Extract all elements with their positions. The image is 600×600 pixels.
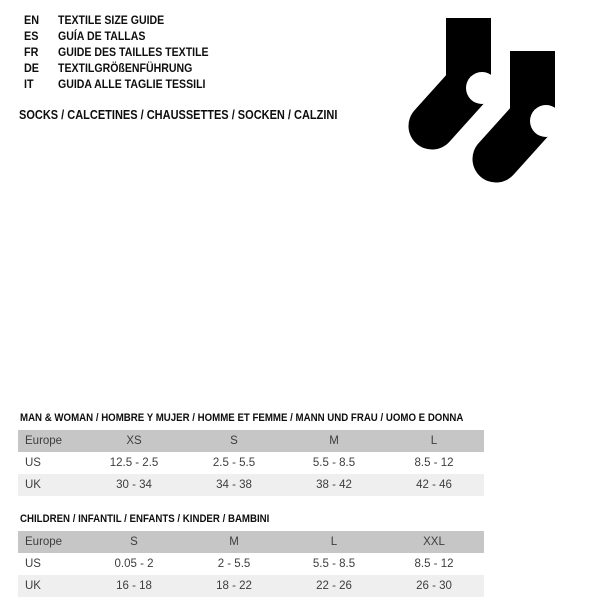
size-value-cell: 12.5 - 2.5 <box>109 457 159 469</box>
language-code: DE <box>24 61 40 75</box>
column-header: M <box>329 435 339 447</box>
table-header-row <box>18 531 484 553</box>
language-code: FR <box>24 45 39 59</box>
size-value-cell: 18 - 22 <box>216 580 252 592</box>
size-value-cell: 5.5 - 8.5 <box>312 457 356 469</box>
column-header: L <box>330 536 338 548</box>
column-header: S <box>230 435 238 447</box>
language-row <box>24 29 229 45</box>
region-cell: UK <box>25 479 41 491</box>
column-header: Europe <box>25 536 63 548</box>
table-header-row <box>18 430 484 452</box>
column-header: M <box>229 536 239 548</box>
region-cell: US <box>25 558 41 570</box>
language-label: GUIDA ALLE TAGLIE TESSILI <box>58 77 206 91</box>
sock-back <box>432 18 498 126</box>
language-label: GUÍA DE TALLAS <box>58 29 146 43</box>
size-value-cell: 22 - 26 <box>316 580 352 592</box>
size-value-cell: 8.5 - 12 <box>414 558 454 570</box>
language-list <box>24 13 229 93</box>
column-header: XXL <box>423 536 445 548</box>
table-row <box>18 553 484 575</box>
language-row <box>24 61 229 77</box>
table-title: CHILDREN / INFANTIL / ENFANTS / KINDER / BAMBINI <box>20 513 270 525</box>
table-row <box>18 474 484 496</box>
size-table <box>18 412 484 496</box>
language-code: ES <box>24 29 39 43</box>
size-value-cell: 8.5 - 12 <box>414 457 454 469</box>
language-code: IT <box>24 77 34 91</box>
language-row <box>24 77 229 93</box>
sock-front <box>496 51 562 159</box>
table-title: MAN & WOMAN / HOMBRE Y MUJER / HOMME ET FEMME / MANN UND FRAU / UOMO E DONNA <box>20 412 464 424</box>
size-value-cell: 2 - 5.5 <box>217 558 251 570</box>
size-value-cell: 30 - 34 <box>116 479 152 491</box>
language-label: GUIDE DES TAILLES TEXTILE <box>58 45 209 59</box>
column-header: S <box>130 536 138 548</box>
size-value-cell: 0.05 - 2 <box>114 558 154 570</box>
column-header: L <box>430 435 438 447</box>
column-header: XS <box>126 435 142 447</box>
size-table-grid <box>18 531 484 597</box>
column-header: Europe <box>25 435 63 447</box>
language-row <box>24 13 229 29</box>
table-row <box>18 452 484 474</box>
size-value-cell: 42 - 46 <box>416 479 452 491</box>
language-label: TEXTILGRÖßENFÜHRUNG <box>58 61 193 75</box>
size-value-cell: 16 - 18 <box>116 580 152 592</box>
size-value-cell: 26 - 30 <box>416 580 452 592</box>
size-table <box>18 513 484 597</box>
region-cell: UK <box>25 580 41 592</box>
socks-icon <box>405 5 580 185</box>
table-row <box>18 575 484 597</box>
region-cell: US <box>25 457 41 469</box>
language-label: TEXTILE SIZE GUIDE <box>58 13 165 27</box>
category-title: SOCKS / CALCETINES / CHAUSSETTES / SOCKEN / CALZINI <box>19 108 338 122</box>
language-row <box>24 45 229 61</box>
size-value-cell: 5.5 - 8.5 <box>312 558 356 570</box>
size-value-cell: 38 - 42 <box>316 479 352 491</box>
size-value-cell: 2.5 - 5.5 <box>212 457 256 469</box>
size-table-grid <box>18 430 484 496</box>
language-code: EN <box>24 13 40 27</box>
size-value-cell: 34 - 38 <box>216 479 252 491</box>
